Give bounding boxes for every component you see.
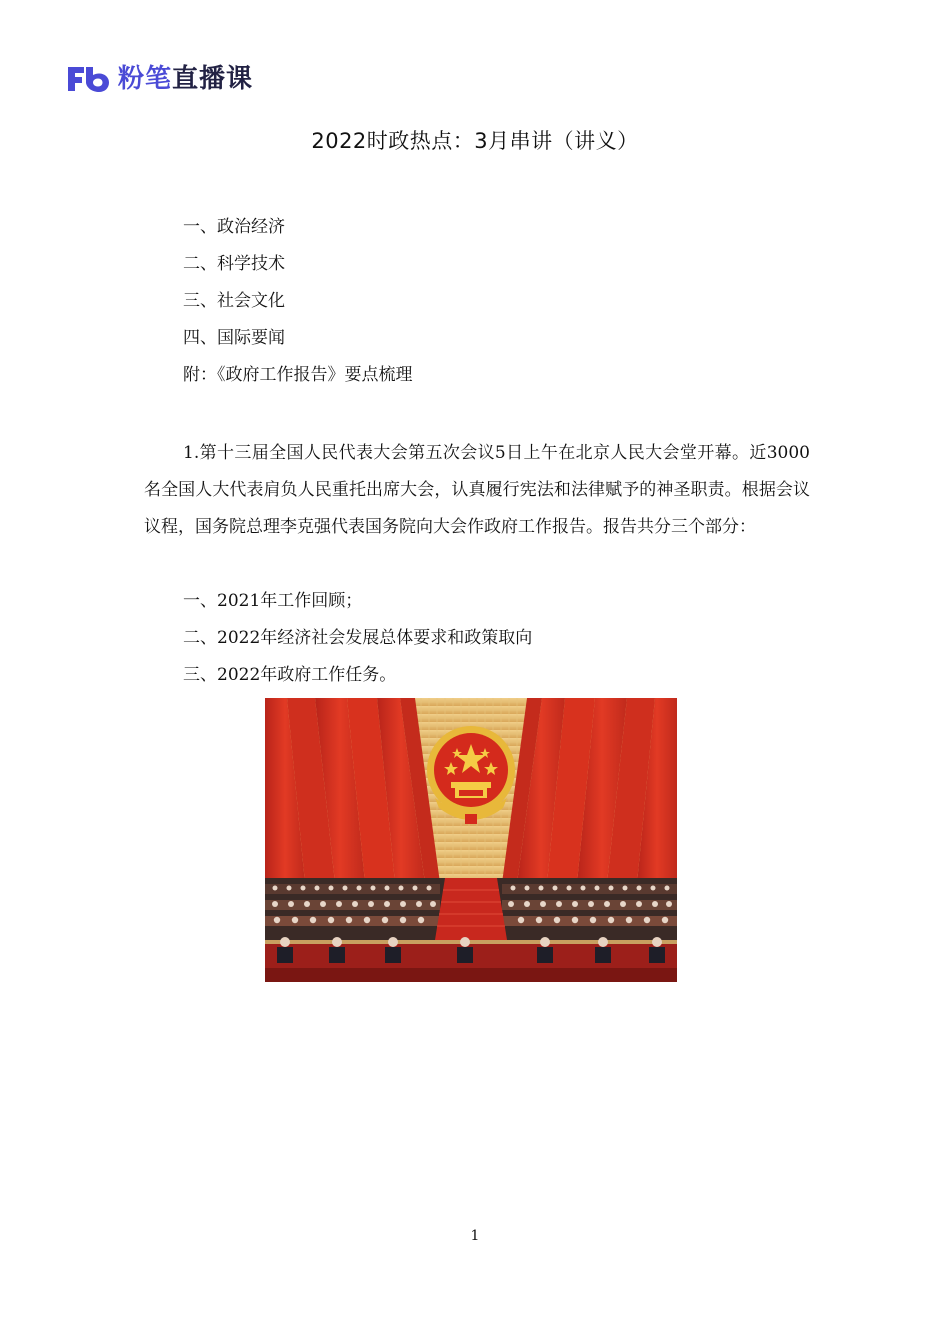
toc-item: 三、社会文化 bbox=[183, 291, 285, 311]
report-parts-list bbox=[183, 583, 532, 694]
table-of-contents bbox=[183, 212, 413, 397]
page-number: 1 bbox=[470, 1228, 480, 1244]
toc-item: 二、科学技术 bbox=[183, 254, 285, 274]
brand-logo bbox=[66, 62, 253, 96]
report-part-item: 三、2022年政府工作任务。 bbox=[183, 665, 397, 685]
fb-logo-icon bbox=[66, 64, 110, 94]
right-flags bbox=[502, 698, 677, 883]
npc-session-photo bbox=[265, 698, 677, 982]
toc-item: 四、国际要闻 bbox=[183, 328, 285, 348]
report-part-item: 二、2022年经济社会发展总体要求和政策取向 bbox=[183, 628, 533, 648]
logo-brand-text: 粉笔 bbox=[118, 64, 173, 94]
body-paragraph: 1.第十三届全国人民代表大会第五次会议5日上午在北京人民大会堂开幕。近3000名全国人大代表肩负人民重托出席大会，认真履行宪法和法律赋予的神圣职责。根据会议议程，国务院总理李克强代表国务院向大会作政府工作报告。报告共分三个部分： bbox=[144, 443, 810, 537]
left-flags bbox=[265, 698, 440, 883]
toc-item: 一、政治经济 bbox=[183, 217, 285, 237]
toc-item: 附：《政府工作报告》要点梳理 bbox=[183, 365, 413, 385]
logo-suffix-text: 直播课 bbox=[172, 64, 254, 94]
center-stairway bbox=[435, 878, 507, 940]
document-title: 2022时政热点：3月串讲（讲义） bbox=[311, 129, 639, 153]
report-part-item: 一、2021年工作回顾； bbox=[183, 591, 363, 611]
logo-text bbox=[118, 62, 253, 96]
